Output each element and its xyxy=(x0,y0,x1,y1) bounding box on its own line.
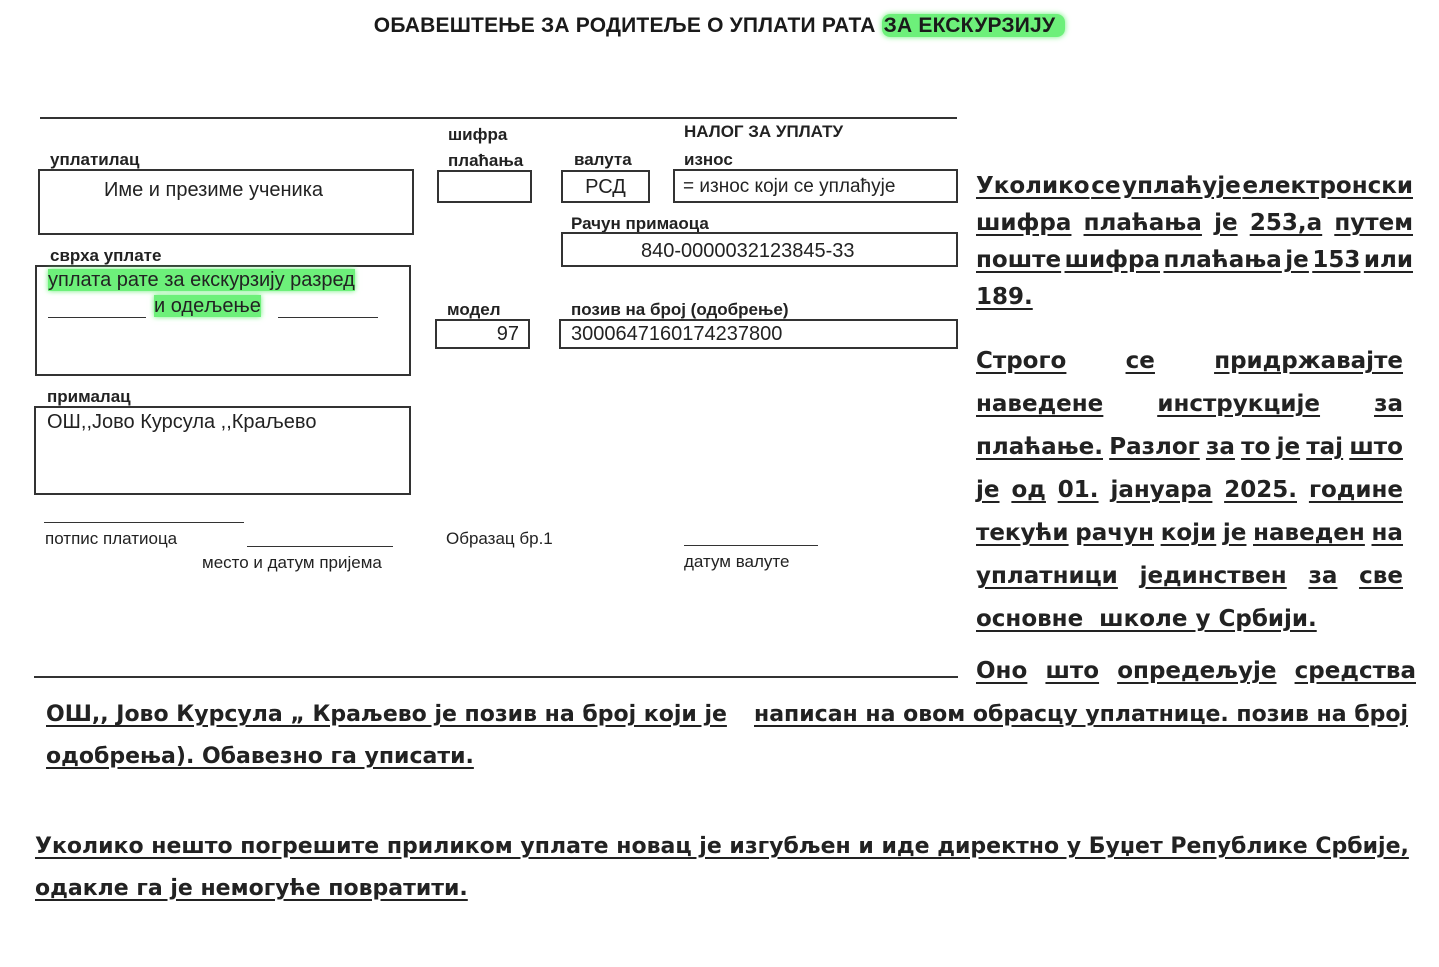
para2-last: основне школе у Србији. xyxy=(976,606,1317,632)
model-label: модел xyxy=(447,300,501,319)
para1-word: или xyxy=(1363,247,1413,273)
recipient-account-field[interactable] xyxy=(561,232,958,267)
para2-word: све xyxy=(1359,563,1403,589)
reference-label: позив на број (одобрење) xyxy=(571,300,789,319)
para2-word: уплатници xyxy=(976,563,1118,589)
para2-word: Разлог xyxy=(1109,434,1200,460)
para3-line2-left: ОШ,, Јово Курсула „ Краљево је позив на број који је xyxy=(46,702,727,727)
para2-word: инструкције xyxy=(1157,391,1321,417)
para3-word: Оно xyxy=(976,658,1028,684)
reference-field[interactable] xyxy=(559,319,958,349)
para2-word: наведен xyxy=(1253,520,1365,546)
purpose-blank-right xyxy=(278,317,378,318)
purpose-blank-left xyxy=(48,317,146,318)
instructions-para-1 xyxy=(976,168,1413,316)
para3-line xyxy=(976,656,1416,686)
para2-word: на xyxy=(1371,520,1403,546)
para2-word: се xyxy=(1125,348,1155,374)
para3-word: средства xyxy=(1294,658,1416,684)
para2-line xyxy=(976,555,1403,598)
para2-word: плаћање. xyxy=(976,434,1103,460)
para1-word: плаћања xyxy=(1163,247,1282,273)
recipient-account-value: 840-0000032123845-33 xyxy=(641,240,855,262)
para3-line3: одобрења). Обавезно га уписати. xyxy=(46,744,474,769)
para2-word: текући xyxy=(976,520,1069,546)
value-date-line xyxy=(684,545,818,546)
form-top-rule xyxy=(40,117,957,119)
para2-word: рачун xyxy=(1075,520,1154,546)
title-part1: ОБАВЕШТЕЊЕ ЗА РОДИТЕЉЕ О УПЛАТИ РАТА xyxy=(373,14,882,37)
para2-word: јединствен xyxy=(1139,563,1287,589)
para1-lines xyxy=(976,168,1413,279)
currency-field[interactable] xyxy=(561,170,650,203)
para1-word: Уколико xyxy=(976,173,1090,199)
recipient-account-label: Рачун примаоца xyxy=(571,214,709,233)
place-date-line xyxy=(247,546,393,547)
para1-line xyxy=(976,242,1413,279)
para1-word: поште xyxy=(976,247,1062,273)
amount-field[interactable] xyxy=(673,169,958,203)
para1-word: се xyxy=(1091,173,1121,199)
para2-word: је xyxy=(976,477,1000,503)
para1-last: 189. xyxy=(976,284,1033,310)
payer-label: уплатилац xyxy=(50,150,140,169)
para2-word: за xyxy=(1205,434,1235,460)
para3-word: опредељује xyxy=(1117,658,1277,684)
para2-line xyxy=(976,469,1403,512)
recipient-field[interactable] xyxy=(34,406,411,495)
para1-word: 253,а xyxy=(1249,210,1323,236)
instructions-para-3 xyxy=(976,656,1416,686)
payment-code-field[interactable] xyxy=(437,170,532,203)
title-highlight: ЗА ЕКСКУРЗИЈУ xyxy=(882,14,1066,37)
order-title: НАЛОГ ЗА УПЛАТУ xyxy=(684,122,844,141)
recipient-label: прималац xyxy=(47,387,131,406)
value-date-label: датум валуте xyxy=(684,552,790,571)
para2-word: наведене xyxy=(976,391,1104,417)
para1-line xyxy=(976,205,1413,242)
para2-line xyxy=(976,383,1403,426)
warning-line-2: одакле га је немогуће повратити. xyxy=(35,876,468,901)
para3-line2-right: написан на овом обрасцу уплатнице. позив на број xyxy=(754,702,1408,727)
payer-value: Име и презиме ученика xyxy=(104,179,324,201)
para2-line xyxy=(976,426,1403,469)
para2-word: је xyxy=(1276,434,1301,460)
amount-label: износ xyxy=(684,150,733,169)
para1-word: путем xyxy=(1334,210,1413,236)
para1-word: уплаћује xyxy=(1122,173,1241,199)
para2-word: је xyxy=(1222,520,1247,546)
reference-value: 3000647160174237800 xyxy=(571,323,783,345)
model-value: 97 xyxy=(496,323,519,345)
para2-word: 2025. xyxy=(1224,477,1297,503)
warning-line-1: Уколико нешто погрешите приликом уплате новац је изгубљен и иде директно у Буџет Републике Србије, xyxy=(35,834,1409,859)
model-field[interactable] xyxy=(435,319,530,349)
para2-word: који xyxy=(1160,520,1217,546)
para2-word: од xyxy=(1011,477,1046,503)
para1-word: је xyxy=(1214,210,1238,236)
para2-word: године xyxy=(1308,477,1403,503)
page-title xyxy=(0,14,1439,38)
instructions-para-2 xyxy=(976,340,1403,641)
currency-value: РСД xyxy=(585,176,626,198)
purpose-field[interactable] xyxy=(35,265,411,376)
purpose-line-2 xyxy=(154,295,261,318)
payer-signature-label: потпис платиоца xyxy=(45,529,178,548)
para2-word: 01. xyxy=(1057,477,1099,503)
recipient-value: ОШ,,Јово Курсула ,,Краљево xyxy=(47,411,317,433)
para2-word: јануара xyxy=(1110,477,1213,503)
para1-word: плаћања xyxy=(1083,210,1202,236)
payment-code-label-2: плаћања xyxy=(448,151,524,170)
form-bottom-rule xyxy=(34,676,958,678)
para1-word: шифра xyxy=(976,210,1072,236)
currency-label: валута xyxy=(574,150,632,169)
para2-line xyxy=(976,512,1403,555)
amount-value: = износ који се уплаћује xyxy=(683,176,896,197)
payer-signature-line xyxy=(44,522,244,523)
para1-line xyxy=(976,168,1413,205)
payer-field[interactable] xyxy=(38,169,414,235)
purpose-label: сврха уплате xyxy=(50,246,162,265)
para2-word: за xyxy=(1374,391,1403,417)
purpose-line1-a: уплата рате xyxy=(48,269,165,291)
para2-word: за xyxy=(1308,563,1338,589)
para1-word: 153 xyxy=(1312,247,1361,273)
purpose-line1-b: за екскурзију разред xyxy=(164,269,355,291)
para2-line xyxy=(976,340,1403,383)
payment-code-label-1: шифра xyxy=(448,125,508,144)
form-number: Образац бр.1 xyxy=(446,529,553,548)
purpose-line-1 xyxy=(48,269,355,292)
para2-word: Строго xyxy=(976,348,1067,374)
para2-word: тај xyxy=(1306,434,1344,460)
para2-word: то xyxy=(1241,434,1271,460)
place-date-label: место и датум пријема xyxy=(202,553,382,572)
para3-first-line xyxy=(976,656,1416,686)
para2-word: придржавајте xyxy=(1214,348,1403,374)
para2-word: што xyxy=(1349,434,1403,460)
purpose-line2: и одељење xyxy=(154,295,261,317)
para1-word: електронски xyxy=(1242,173,1413,199)
para1-word: шифра xyxy=(1064,247,1160,273)
para3-word: што xyxy=(1045,658,1100,684)
para2-lines xyxy=(976,340,1403,598)
para1-word: је xyxy=(1285,247,1309,273)
